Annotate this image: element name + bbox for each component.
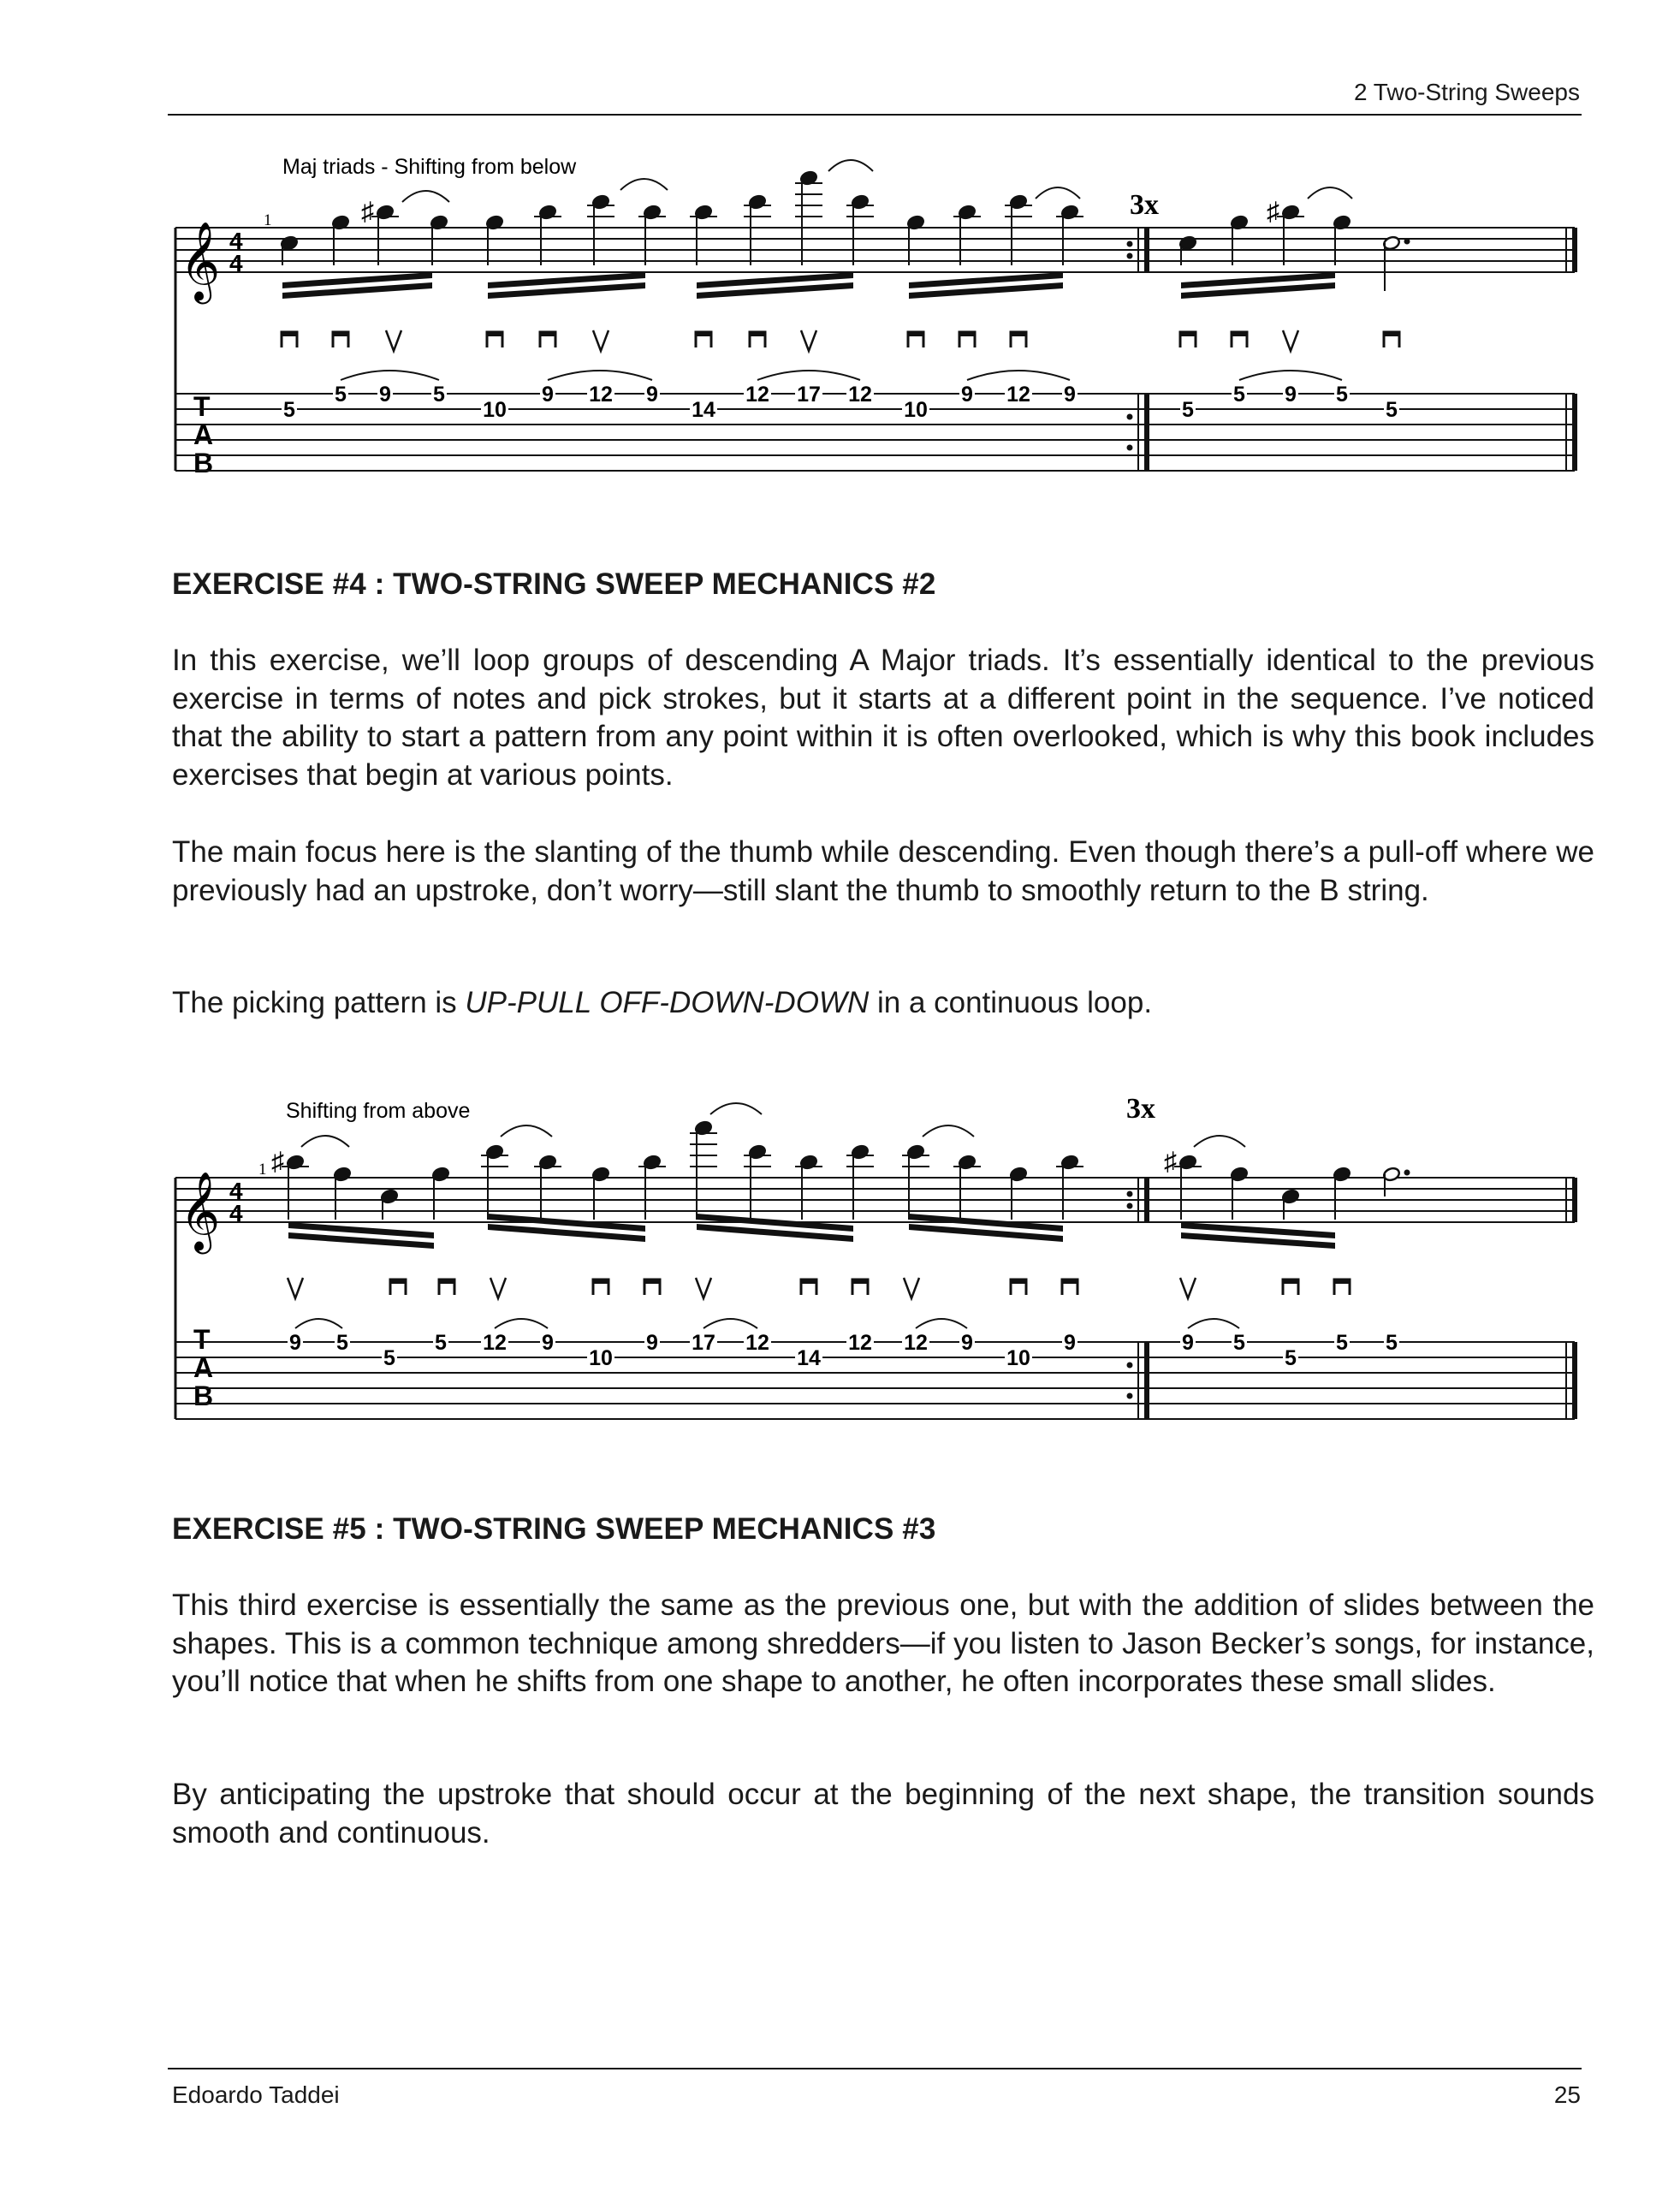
tab-fret-number: 5	[435, 1331, 447, 1355]
tab-slur	[1239, 371, 1342, 380]
tab-fret-number: 9	[1182, 1331, 1194, 1355]
downstroke-bar	[1180, 332, 1196, 336]
sharp-sign: ♯	[1267, 198, 1279, 226]
tab-fret-number: 9	[1064, 1331, 1076, 1355]
figure-2-repeat-count: 3x	[1126, 1093, 1155, 1125]
tab-slur	[703, 1319, 757, 1328]
time-signature-bottom: 4	[229, 1200, 243, 1226]
exercise-4-heading: EXERCISE #4 : TWO-STRING SWEEP MECHANICS #2	[172, 567, 936, 601]
downstroke-bar	[696, 332, 711, 336]
tab-fret-number: 5	[1386, 398, 1398, 422]
tab-fret-number: 14	[692, 398, 715, 422]
tab-fret-number: 9	[542, 1331, 554, 1355]
downstroke-bar	[487, 332, 502, 336]
staff-slur	[620, 179, 668, 190]
figure-1-measure-number: 1	[264, 211, 272, 229]
exercise-4-picking-pattern	[172, 984, 1594, 1023]
upstroke-icon	[696, 1278, 711, 1298]
tab-fret-number: 12	[1006, 383, 1030, 407]
tab-label-t: T	[193, 391, 211, 422]
tab-fret-number: 14	[797, 1346, 821, 1370]
downstroke-bar	[1334, 1280, 1350, 1284]
downstroke-bar	[852, 1280, 868, 1284]
tab-fret-number: 9	[646, 1331, 658, 1355]
tab-fret-number: 12	[745, 1331, 769, 1355]
tab-fret-number: 9	[1285, 383, 1297, 407]
tab-fret-number: 12	[848, 383, 872, 407]
tab-fret-number: 5	[1233, 1331, 1245, 1355]
header-rule	[168, 114, 1582, 116]
tab-fret-number: 5	[283, 398, 295, 422]
figure-2-measure-number: 1	[258, 1161, 267, 1179]
upstroke-icon	[490, 1278, 506, 1298]
repeat-dot	[1127, 253, 1133, 259]
repeat-dot	[1127, 1203, 1133, 1209]
downstroke-bar	[1283, 1280, 1298, 1284]
staff-slur	[1036, 187, 1080, 199]
figure-1-notation	[0, 137, 1680, 505]
tab-fret-number: 5	[1285, 1346, 1297, 1370]
exercise-5-paragraph-1: This third exercise is essentially the same as the previous one, but with the addition of slides between the shapes. This is a common technique among shredders—if you listen to Jason Becker’s songs, for instance, you’ll notice that when he shifts from one shape to another, he often incorporates these small slides.	[172, 1588, 1594, 1698]
tab-fret-number: 10	[483, 398, 507, 422]
treble-clef: 𝄞	[180, 223, 221, 299]
downstroke-bar	[540, 332, 555, 336]
tab-fret-number: 5	[383, 1346, 395, 1370]
exercise-5-heading: EXERCISE #5 : TWO-STRING SWEEP MECHANICS #3	[172, 1512, 936, 1546]
footer-author: Edoardo Taddei	[172, 2081, 340, 2108]
running-head: 2 Two-String Sweeps	[1353, 79, 1580, 105]
tab-label-b: B	[193, 448, 214, 478]
footer-page-number: 25	[1553, 2081, 1581, 2108]
time-signature-top: 4	[229, 1178, 243, 1204]
tab-fret-number: 5	[1386, 1331, 1398, 1355]
treble-clef: 𝄞	[180, 1173, 221, 1249]
repeat-dot	[1127, 1191, 1133, 1197]
tab-slur	[295, 1319, 342, 1328]
staff-slur	[301, 1136, 349, 1147]
staff-slur	[1194, 1136, 1245, 1147]
tab-slur	[548, 371, 652, 380]
downstroke-bar	[282, 332, 297, 336]
upstroke-icon	[288, 1278, 303, 1298]
tab-slur	[1188, 1319, 1239, 1328]
figure-1-repeat-count: 3x	[1130, 189, 1159, 221]
downstroke-bar	[439, 1280, 454, 1284]
exercise-4-paragraph-2: The main focus here is the slanting of the thumb while descending. Even though there’s a pull-off where we previously had an upstroke, don’t worry—still slant the thumb to smoothly return to the B string.	[172, 835, 1594, 907]
footer-rule	[168, 2068, 1582, 2069]
downstroke-bar	[390, 1280, 406, 1284]
tab-slur	[916, 1319, 967, 1328]
staff-slur	[710, 1103, 762, 1114]
tab-slur	[341, 371, 439, 380]
tab-fret-number: 10	[589, 1346, 613, 1370]
tab-fret-number: 9	[542, 383, 554, 407]
tab-fret-number: 10	[1006, 1346, 1030, 1370]
picking-pattern-sequence: UP-PULL OFF-DOWN-DOWN	[465, 986, 870, 1019]
tab-repeat-dot	[1127, 1363, 1133, 1369]
downstroke-bar	[333, 332, 348, 336]
time-signature-bottom: 4	[229, 250, 243, 276]
staff-slur	[828, 160, 873, 171]
downstroke-bar	[959, 332, 975, 336]
figure-2-tab	[175, 1319, 1575, 1419]
figure-2-notation	[0, 1070, 1680, 1455]
sharp-sign: ♯	[271, 1148, 284, 1176]
tab-fret-number: 5	[1233, 383, 1245, 407]
downstroke-bar	[1384, 332, 1399, 336]
upstroke-icon	[386, 330, 401, 351]
staff-slur	[923, 1125, 974, 1137]
dot	[1404, 239, 1410, 245]
tab-fret-number: 12	[483, 1331, 507, 1355]
picking-pattern-suffix: in a continuous loop.	[869, 986, 1153, 1019]
upstroke-icon	[1283, 330, 1298, 351]
tab-fret-number: 12	[745, 383, 769, 407]
downstroke-bar	[750, 332, 765, 336]
tab-repeat-dot	[1127, 1393, 1133, 1399]
upstroke-icon	[593, 330, 608, 351]
picking-pattern-prefix: The picking pattern is	[172, 986, 466, 1019]
downstroke-bar	[1232, 332, 1247, 336]
figure-1-title: Maj triads - Shifting from below	[282, 155, 577, 179]
tab-fret-number: 9	[1064, 383, 1076, 407]
figure-2-pick-strokes	[288, 1278, 1350, 1298]
tab-slur	[757, 371, 860, 380]
downstroke-bar	[1011, 332, 1026, 336]
exercise-4-paragraph-1: In this exercise, we’ll loop groups of descending A Major triads. It’s essentially identical to the previous exercise in terms of notes and pick strokes, but it starts at a different point in the sequence. I’ve noticed that the ability to start a pattern from any point within it is often overlooked, which is why this book includes exercises that begin at various points.	[172, 644, 1594, 792]
tab-fret-number: 17	[797, 383, 821, 407]
figure-2-staff	[175, 1173, 1575, 1419]
figure-1-tab	[175, 371, 1575, 478]
tab-fret-number: 12	[904, 1331, 928, 1355]
tab-fret-number: 9	[289, 1331, 301, 1355]
staff-slur	[501, 1125, 552, 1137]
tab-slur	[967, 371, 1070, 380]
tab-label-t: T	[193, 1324, 211, 1355]
tab-fret-number: 9	[961, 1331, 973, 1355]
upstroke-icon	[904, 1278, 919, 1298]
tab-fret-number: 12	[848, 1331, 872, 1355]
downstroke-bar	[801, 1280, 816, 1284]
downstroke-bar	[644, 1280, 660, 1284]
repeat-dot	[1127, 241, 1133, 247]
figure-2-notes	[271, 1103, 1410, 1249]
figure-1-staff	[175, 223, 1575, 471]
downstroke-bar	[908, 332, 923, 336]
tab-fret-number: 5	[1182, 398, 1194, 422]
sharp-sign: ♯	[1164, 1148, 1177, 1176]
figure-1-notes	[280, 160, 1410, 299]
tab-fret-number: 5	[335, 383, 347, 407]
tab-repeat-dot	[1127, 414, 1133, 420]
staff-slur	[1308, 187, 1352, 199]
tab-fret-number: 5	[1336, 1331, 1348, 1355]
staff-slur	[402, 191, 449, 202]
tab-slur	[495, 1319, 548, 1328]
tab-fret-number: 17	[692, 1331, 715, 1355]
tab-fret-number: 9	[379, 383, 391, 407]
tab-repeat-dot	[1127, 445, 1133, 451]
tab-fret-number: 9	[961, 383, 973, 407]
sharp-sign: ♯	[361, 198, 374, 226]
tab-label-a: A	[193, 419, 214, 450]
dot	[1404, 1170, 1410, 1176]
upstroke-icon	[1180, 1278, 1196, 1298]
tab-fret-number: 9	[646, 383, 658, 407]
tab-label-a: A	[193, 1352, 214, 1383]
time-signature-top: 4	[229, 228, 243, 254]
downstroke-bar	[1062, 1280, 1077, 1284]
tab-fret-number: 12	[589, 383, 613, 407]
upstroke-icon	[801, 330, 816, 351]
tab-fret-number: 5	[336, 1331, 348, 1355]
exercise-5-paragraph-2: By anticipating the upstroke that should occur at the beginning of the next shape, the transition sounds smooth and continuous.	[172, 1778, 1594, 1850]
tab-fret-number: 5	[1336, 383, 1348, 407]
tab-fret-number: 5	[433, 383, 445, 407]
figure-2-title: Shifting from above	[286, 1099, 471, 1123]
downstroke-bar	[1011, 1280, 1026, 1284]
figure-1-pick-strokes	[282, 330, 1399, 351]
downstroke-bar	[593, 1280, 608, 1284]
tab-label-b: B	[193, 1381, 214, 1411]
tab-fret-number: 10	[904, 398, 928, 422]
